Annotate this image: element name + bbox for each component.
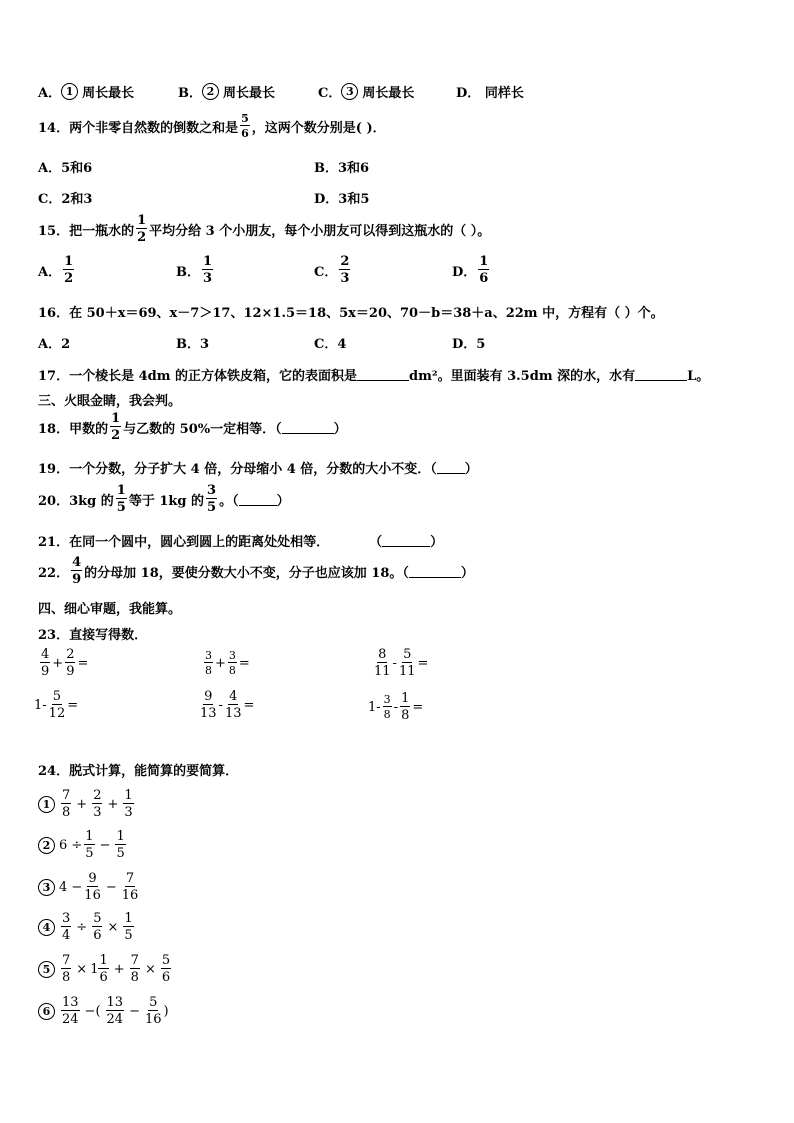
equals: = <box>243 697 255 713</box>
q24-expr-5 <box>38 954 173 984</box>
denominator: 5 <box>207 500 217 515</box>
question-text: 3kg 的 <box>69 493 114 509</box>
option-letter: D． <box>456 86 481 101</box>
denominator: 6 <box>241 127 249 140</box>
denominator: 8 <box>401 708 410 723</box>
q24-expr-3 <box>38 872 140 902</box>
section-heading: 四、细心审题，我能算。 <box>38 602 182 617</box>
circled-number: 5 <box>38 961 55 978</box>
numerator: 2 <box>93 788 102 803</box>
numerator: 8 <box>378 647 387 662</box>
fraction <box>65 648 75 678</box>
option-letter: C． <box>318 86 342 101</box>
denominator: 9 <box>66 664 75 679</box>
numerator: 7 <box>62 788 71 803</box>
answer-blank[interactable] <box>382 534 430 547</box>
numerator: 2 <box>66 647 75 662</box>
question-17 <box>38 365 709 384</box>
question-19 <box>38 458 478 477</box>
question-number: 17． <box>38 369 70 384</box>
numerator: 1 <box>203 254 213 269</box>
operator: - <box>218 697 223 713</box>
operator: − <box>99 837 111 853</box>
numerator: 9 <box>88 871 97 886</box>
denominator: 8 <box>205 664 212 677</box>
option-letter: B． <box>176 264 200 280</box>
denominator: 24 <box>62 1012 79 1027</box>
question-number: 21． <box>38 535 70 550</box>
numerator: 1 <box>99 953 108 968</box>
denominator: 11 <box>374 664 391 679</box>
q15-options <box>38 255 491 285</box>
question-number: 16． <box>38 306 70 321</box>
equals: = <box>417 655 429 671</box>
circled-number: 1 <box>38 796 55 813</box>
answer-blank[interactable] <box>635 368 687 381</box>
fraction <box>61 954 71 984</box>
equals: = <box>67 697 79 713</box>
q24-expr-6 <box>38 996 169 1026</box>
equals: = <box>412 699 424 715</box>
question-text: 在同一个圆中，圆心到圆上的距离处处相等． <box>69 535 330 550</box>
q14-options-row1 <box>38 157 369 176</box>
denominator: 5 <box>116 846 125 861</box>
circled-number: 1 <box>61 83 78 100</box>
operator: 1- <box>368 699 381 715</box>
fraction <box>240 113 250 139</box>
question-number: 22． <box>38 565 70 581</box>
numerator: 2 <box>340 254 350 269</box>
option-c <box>314 255 452 285</box>
numerator: 7 <box>130 953 139 968</box>
question-18 <box>38 412 347 442</box>
option-b: B．3和6 <box>314 161 370 176</box>
option-letter: D． <box>452 264 477 280</box>
circled-number: 2 <box>202 83 219 100</box>
question-text: ） <box>430 535 444 550</box>
question-text: 一个分数，分子扩大 4 倍，分母缩小 4 倍，分数的大小不变．（ <box>69 462 437 477</box>
fraction <box>339 255 350 285</box>
numerator: 3 <box>62 911 71 926</box>
option-a: A．2 <box>38 337 71 352</box>
operator: ) <box>163 1003 169 1019</box>
denominator: 8 <box>130 970 139 985</box>
numerator: 5 <box>149 995 158 1010</box>
question-text: 甲数的 <box>69 421 109 437</box>
denominator: 9 <box>72 572 82 587</box>
denominator: 2 <box>64 271 74 286</box>
operator: − <box>129 1003 140 1019</box>
q13-option-b <box>178 82 318 101</box>
circled-number: 4 <box>38 919 55 936</box>
numerator: 1 <box>124 911 133 926</box>
operator: + <box>52 655 64 671</box>
question-text: 等于 1kg 的 <box>128 493 205 509</box>
question-text: ） <box>333 421 347 437</box>
numerator: 3 <box>383 693 391 706</box>
question-text: 。（ <box>219 493 239 509</box>
q23-expr-r2c1 <box>34 690 78 720</box>
answer-blank[interactable] <box>282 421 334 434</box>
numerator: 13 <box>106 995 124 1010</box>
circled-number: 6 <box>38 1003 55 1020</box>
q23-expr-r1c2 <box>202 650 250 676</box>
numerator: 7 <box>62 953 71 968</box>
numerator: 5 <box>241 112 249 125</box>
numerator: 4 <box>41 647 50 662</box>
denominator: 13 <box>224 706 242 721</box>
numerator: 1 <box>479 254 489 269</box>
question-number: 20． <box>38 493 70 509</box>
option-a <box>38 255 176 285</box>
question-14 <box>38 113 386 139</box>
numerator: 7 <box>125 871 135 886</box>
circled-number: 2 <box>38 837 55 854</box>
denominator: 2 <box>137 230 147 245</box>
question-text: L。 <box>687 369 710 384</box>
fraction <box>63 255 74 285</box>
denominator: 16 <box>144 1012 162 1027</box>
denominator: 6 <box>479 271 489 286</box>
fraction <box>40 648 50 678</box>
operator: × <box>76 961 88 977</box>
question-text: 在 50＋x＝69、x－7＞17、12×1.5＝18、5x＝20、70－b＝38＋a、22m 中，方程有（ ）个。 <box>69 306 664 321</box>
question-16 <box>38 302 664 321</box>
numerator: 1 <box>111 411 121 426</box>
q24-expr-4 <box>38 912 136 942</box>
numerator: 1 <box>401 691 410 706</box>
fraction <box>123 912 133 942</box>
denominator: 6 <box>99 970 108 985</box>
numerator: 5 <box>161 953 171 968</box>
denominator: 6 <box>161 970 171 985</box>
q23-expr-r2c3 <box>368 692 423 722</box>
numerator: 1 <box>64 254 74 269</box>
denominator: 16 <box>121 888 139 903</box>
fraction <box>106 996 125 1026</box>
denominator: 8 <box>62 805 71 820</box>
q24-expr-1 <box>38 789 136 819</box>
numerator: 5 <box>403 647 412 662</box>
fraction <box>130 954 140 984</box>
option-d: D．5 <box>452 337 486 352</box>
operator: 4 − <box>59 879 83 895</box>
question-number: 18． <box>38 421 70 437</box>
operator: − <box>105 879 117 895</box>
option-d: D．3和5 <box>314 192 370 207</box>
option-letter: A． <box>38 264 62 280</box>
option-c: C．2和3 <box>38 192 93 207</box>
question-text: 一个棱长是 4dm 的正方体铁皮箱，它的表面积是 <box>69 369 358 384</box>
section-heading: 三、火眼金睛，我会判。 <box>38 394 182 409</box>
question-text: ） <box>276 493 290 509</box>
option-b: B．3 <box>176 337 210 352</box>
fraction <box>202 255 213 285</box>
numerator: 3 <box>228 649 236 662</box>
operator: + <box>113 961 125 977</box>
question-24 <box>38 760 238 779</box>
denominator: 3 <box>340 271 350 286</box>
option-text: 同样长 <box>484 86 524 101</box>
fraction <box>136 214 147 244</box>
option-letter: C． <box>314 264 338 280</box>
answer-blank[interactable] <box>409 565 461 578</box>
denominator: 5 <box>116 500 126 515</box>
question-text: ） <box>460 565 474 581</box>
q13-option-a <box>38 82 178 101</box>
denominator: 2 <box>111 428 121 443</box>
numerator: 1 <box>137 213 147 228</box>
numerator: 9 <box>204 689 213 704</box>
denominator: 11 <box>398 664 416 679</box>
fraction <box>400 692 410 722</box>
question-23 <box>38 624 147 643</box>
denominator: 8 <box>228 664 236 677</box>
circled-number: 3 <box>38 879 55 896</box>
q23-expr-r2c2 <box>198 690 254 720</box>
numerator: 1 <box>85 829 94 844</box>
denominator: 24 <box>106 1012 124 1027</box>
fraction <box>225 690 242 720</box>
operator: + <box>76 796 88 812</box>
numerator: 4 <box>72 555 82 570</box>
equals: = <box>77 655 89 671</box>
fraction <box>116 484 127 514</box>
denominator: 3 <box>124 805 133 820</box>
numerator: 13 <box>62 995 79 1010</box>
question-text: dm²。里面装有 3.5dm 深的水，水有 <box>409 369 636 384</box>
equals: = <box>238 655 250 671</box>
question-text: 与乙数的 50%一定相等．（ <box>123 421 282 437</box>
question-text: 两个非零自然数的倒数之和是 <box>69 120 239 136</box>
question-text: ，这两个数分别是( )． <box>251 120 386 136</box>
option-letter: A． <box>38 86 62 101</box>
numerator: 1 <box>116 829 125 844</box>
fraction <box>61 912 71 942</box>
question-text: ） <box>464 462 478 477</box>
question-text: 直接写得数． <box>69 628 148 643</box>
fraction <box>478 255 489 285</box>
numerator: 1 <box>124 788 133 803</box>
question-number: 24． <box>38 764 70 779</box>
operator: + <box>215 655 226 671</box>
question-number: 14． <box>38 120 70 136</box>
q14-options-row2 <box>38 188 369 207</box>
option-c: C．4 <box>314 337 347 352</box>
operator: - <box>393 699 399 715</box>
fraction <box>84 872 101 902</box>
fraction <box>92 789 102 819</box>
fraction <box>200 690 217 720</box>
fraction <box>204 650 213 676</box>
numerator: 3 <box>207 483 217 498</box>
option-d <box>452 255 491 285</box>
q13-options <box>38 82 524 101</box>
fraction <box>110 412 121 442</box>
denominator: 8 <box>383 708 391 721</box>
fraction <box>49 690 66 720</box>
numerator: 5 <box>52 689 62 704</box>
operator: 6 ÷ <box>59 837 83 853</box>
answer-blank[interactable] <box>357 368 409 381</box>
fraction <box>98 954 108 984</box>
fraction <box>71 556 82 586</box>
question-text: 的分母加 18，要使分数大小不变，分子也应该加 18。（ <box>84 565 409 581</box>
numerator: 5 <box>93 911 102 926</box>
fraction <box>92 912 102 942</box>
option-a: A．5和6 <box>38 161 93 176</box>
fraction <box>123 789 133 819</box>
operator: ÷ <box>76 919 88 935</box>
question-text: 平均分给 3 个小朋友，每个小朋友可以得到这瓶水的（ ）。 <box>149 223 491 239</box>
question-21 <box>38 531 443 550</box>
numerator: 1 <box>116 483 126 498</box>
numerator: 3 <box>205 649 212 662</box>
q23-expr-r1c3 <box>372 648 428 678</box>
denominator: 12 <box>48 706 66 721</box>
fraction <box>383 694 392 720</box>
denominator: 13 <box>200 706 217 721</box>
fraction <box>145 996 162 1026</box>
denominator: 8 <box>62 970 71 985</box>
option-b <box>176 255 314 285</box>
question-text: （ <box>369 535 383 550</box>
option-letter: B． <box>178 86 202 101</box>
option-text: 周长最长 <box>362 86 415 101</box>
operator: 1- <box>34 697 47 713</box>
q13-option-c <box>318 82 456 101</box>
question-number: 19． <box>38 462 70 477</box>
fraction <box>206 484 217 514</box>
operator: + <box>107 796 119 812</box>
question-text: 脱式计算，能简算的要简算． <box>69 764 239 779</box>
fraction <box>122 872 139 902</box>
fraction <box>61 996 80 1026</box>
whole-part: 1 <box>90 961 99 977</box>
denominator: 9 <box>41 664 50 679</box>
denominator: 5 <box>85 846 94 861</box>
q24-expr-2 <box>38 830 128 860</box>
operator: × <box>144 961 156 977</box>
question-text: 把一瓶水的 <box>69 223 135 239</box>
answer-blank[interactable] <box>239 493 277 506</box>
fraction <box>61 789 71 819</box>
fraction <box>161 954 171 984</box>
denominator: 5 <box>124 928 133 943</box>
q16-options <box>38 333 485 352</box>
denominator: 6 <box>93 928 102 943</box>
mixed-number <box>90 954 111 984</box>
circled-number: 3 <box>341 83 358 100</box>
question-number: 15． <box>38 223 70 239</box>
fraction <box>228 650 237 676</box>
denominator: 4 <box>62 928 71 943</box>
denominator: 16 <box>84 888 101 903</box>
q23-expr-r1c1 <box>38 648 88 678</box>
option-text: 周长最长 <box>82 86 135 101</box>
denominator: 3 <box>203 271 213 286</box>
denominator: 3 <box>93 805 102 820</box>
q13-option-d <box>456 82 524 101</box>
answer-blank[interactable] <box>437 461 465 474</box>
operator: −( <box>84 1003 101 1019</box>
option-text: 周长最长 <box>223 86 276 101</box>
fraction <box>399 648 416 678</box>
fraction <box>374 648 391 678</box>
fraction <box>84 830 94 860</box>
fraction <box>115 830 125 860</box>
question-number: 23． <box>38 628 70 643</box>
operator: - <box>392 655 397 671</box>
operator: × <box>107 919 119 935</box>
question-15 <box>38 214 490 244</box>
question-22 <box>38 556 474 586</box>
numerator: 4 <box>229 689 238 704</box>
question-20 <box>38 484 290 514</box>
